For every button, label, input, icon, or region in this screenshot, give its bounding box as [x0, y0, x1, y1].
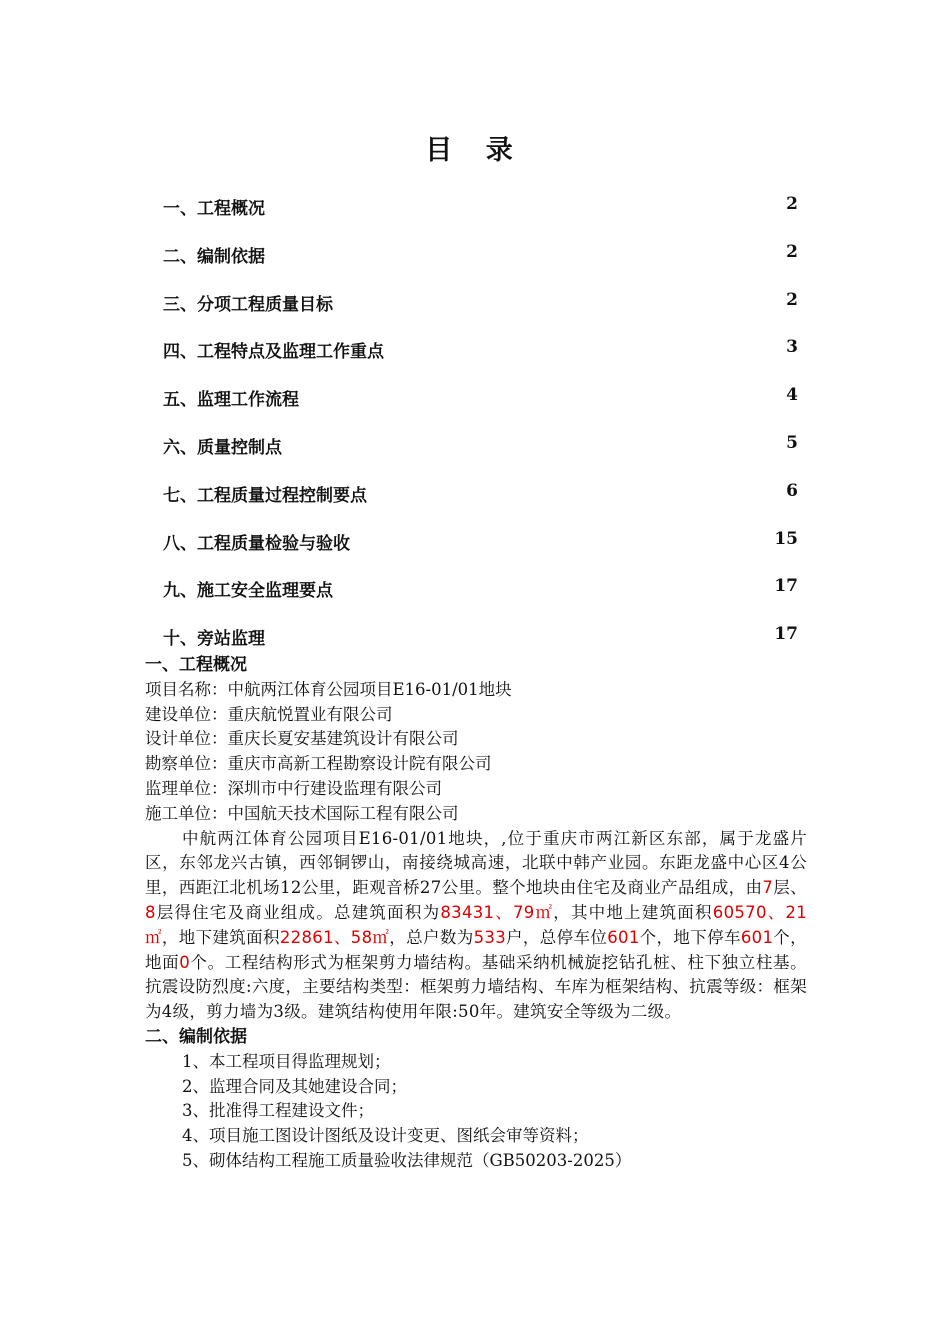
para-text: 层、 — [773, 878, 807, 898]
toc-entry[interactable] — [163, 333, 798, 381]
para-text: ，地下建筑面积 — [161, 927, 280, 947]
project-overview-paragraph — [145, 827, 807, 1025]
list-item: 4、项目施工图设计图纸及设计变更、图纸会审等资料； — [182, 1126, 589, 1146]
toc-entry[interactable] — [163, 286, 798, 334]
survey-unit-field: 勘察单位：重庆市高新工程勘察设计院有限公司 — [145, 754, 492, 774]
section-heading: 一、工程概况 — [145, 655, 247, 675]
highlight-value: 8 — [145, 902, 156, 922]
list-item: 5、砌体结构工程施工质量验收法律规范（GB50203-2025） — [182, 1150, 632, 1170]
para-text: 层得住宅及商业组成。总建筑面积为 — [155, 902, 441, 922]
highlight-value: 533 — [473, 927, 506, 947]
highlight-value: 601 — [607, 927, 640, 947]
toc-entry-page: 17 — [774, 576, 798, 597]
project-name-field: 项目名称：中航两江体育公园项目E16-01/01地块 — [145, 679, 512, 699]
document-body — [145, 653, 807, 1174]
highlight-value: 7 — [762, 878, 774, 898]
toc-entry[interactable] — [163, 572, 798, 620]
toc-entry-label: 六、质量控制点 — [163, 437, 282, 458]
toc-entry-label: 七、工程质量过程控制要点 — [163, 485, 367, 506]
toc-entry-page: 2 — [786, 241, 798, 262]
toc-entry-label: 九、施工安全监理要点 — [163, 581, 333, 602]
para-text: 个，地面 — [145, 927, 807, 972]
toc-entry-label: 一、工程概况 — [163, 199, 265, 219]
toc-entry-label: 二、编制依据 — [163, 246, 265, 267]
list-item: 2、监理合同及其她建设合同； — [182, 1076, 407, 1096]
toc-entry[interactable] — [163, 238, 798, 286]
toc-entry-page: 17 — [774, 624, 798, 645]
toc-entry-page: 5 — [786, 432, 798, 453]
supervision-unit-field: 监理单位：深圳市中行建设监理有限公司 — [145, 778, 442, 798]
list-item: 3、批准得工程建设文件； — [182, 1101, 374, 1121]
para-text: 中航两江体育公园项目E16-01/01地块，,位于重庆市两江新区东部，属于龙盛片区，东邻龙兴古镇，西邻铜锣山，南接绕城高速，北联中韩产业园。东距龙盛中心区4公里，西距江北机场12公里，距观音桥27公里。整个地块由住宅及商业产品组成，由 — [145, 828, 807, 898]
para-text: 个。工程结构形式为框架剪力墙结构。基础采纳机械旋挖钻孔桩、柱下独立柱基。抗震设防烈度:六度，主要结构类型：框架剪力墙结构、车库为框架结构、抗震等级：框架为4级，剪力墙为3级。建筑结构使用年限:50年。建筑安全等级为二级。 — [145, 952, 807, 1022]
list-item: 1、本工程项目得监理规划； — [182, 1051, 391, 1071]
para-text: 户，总停车位 — [506, 927, 608, 947]
toc-entry-page: 6 — [786, 480, 798, 501]
para-text: 个，地下停车 — [639, 927, 741, 947]
toc-entry-label: 四、工程特点及监理工作重点 — [163, 342, 384, 363]
toc-entry-page: 4 — [786, 385, 798, 406]
toc-entry[interactable] — [163, 381, 798, 429]
section-heading: 二、编制依据 — [145, 1026, 247, 1047]
toc-entry[interactable] — [163, 190, 798, 238]
highlight-value: 60570、21㎡ — [145, 902, 807, 947]
toc-entry[interactable] — [163, 477, 798, 525]
toc-title: 目 录 — [425, 135, 525, 166]
toc-entry-label: 十、旁站监理 — [163, 629, 265, 650]
design-unit-field: 设计单位：重庆长夏安基建筑设计有限公司 — [145, 729, 459, 749]
toc-entry-page: 3 — [786, 337, 798, 358]
highlight-value: 0 — [179, 952, 191, 972]
toc-entry-page: 15 — [774, 528, 798, 549]
construction-unit-field: 施工单位：中国航天技术国际工程有限公司 — [145, 803, 459, 823]
toc-entry-page: 2 — [786, 194, 798, 214]
toc-entry[interactable] — [163, 429, 798, 477]
highlight-value: 83431、79㎡ — [440, 902, 554, 922]
toc-entry-label: 八、工程质量检验与验收 — [163, 533, 350, 554]
para-text: ，总户数为 — [389, 927, 474, 947]
owner-unit-field: 建设单位：重庆航悦置业有限公司 — [145, 704, 393, 724]
toc-entry[interactable] — [163, 525, 798, 573]
para-text: ，其中地上建筑面积 — [553, 902, 713, 922]
table-of-contents — [163, 190, 798, 668]
toc-entry-page: 2 — [786, 289, 798, 310]
highlight-value: 601 — [740, 927, 774, 947]
toc-entry-label: 五、监理工作流程 — [163, 390, 299, 411]
highlight-value: 22861、58㎡ — [279, 927, 390, 947]
toc-entry-label: 三、分项工程质量目标 — [163, 294, 333, 315]
